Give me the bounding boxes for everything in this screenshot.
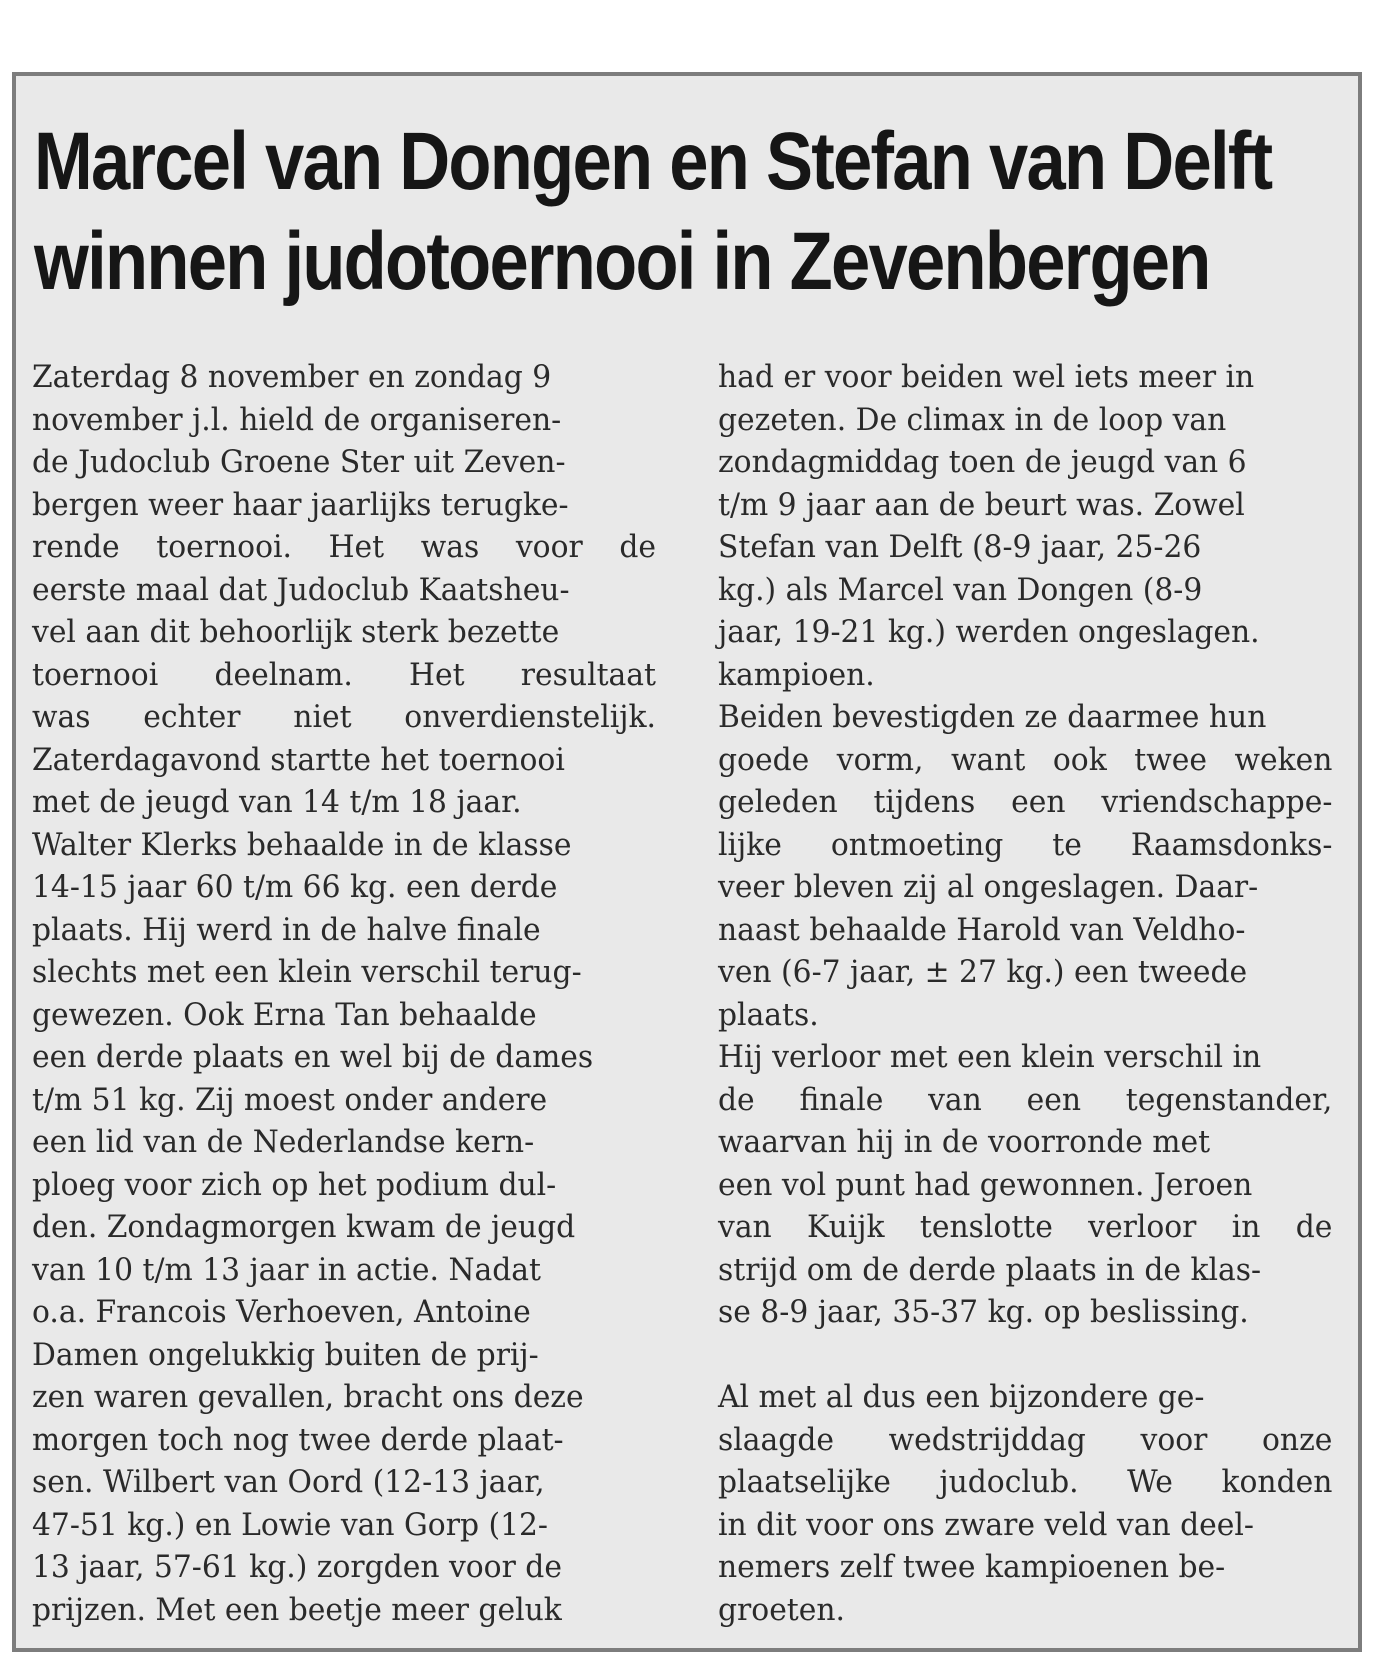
- article-line: kampioen.: [718, 656, 875, 693]
- article-line: sen. Wilbert van Oord (12-13 jaar,: [32, 1464, 545, 1500]
- article-line: zondagmiddag toen de jeugd van 6: [718, 444, 1247, 480]
- article-line: van Kuijk tenslotte verloor in de: [718, 1209, 1333, 1245]
- article-line: een lid van de Nederlandse kern-: [32, 1124, 535, 1160]
- article-line: in dit voor ons zware veld van deel-: [718, 1506, 1254, 1543]
- article-line: was echter niet onverdienstelijk.: [32, 699, 656, 735]
- article-line: de finale van een tegenstander,: [718, 1081, 1333, 1118]
- article-line: Walter Klerks behaalde in de klasse: [32, 826, 572, 863]
- headline-line-1: Marcel van Dongen en Stefan van Delft: [34, 116, 1272, 207]
- article-line: ven (6-7 jaar, ± 27 kg.) een tweede: [718, 954, 1248, 990]
- article-line: veer bleven zij al ongeslagen. Daar-: [718, 869, 1259, 905]
- article-line: de Judoclub Groene Ster uit Zeven-: [32, 444, 566, 480]
- article-line: slaagde wedstrijddag voor onze: [718, 1421, 1333, 1458]
- article-line: zen waren gevallen, bracht ons deze: [32, 1379, 584, 1415]
- article-line: een derde plaats en wel bij de dames: [32, 1039, 594, 1075]
- article-line: Stefan van Delft (8-9 jaar, 25-26: [718, 529, 1202, 565]
- article-line: lijke ontmoeting te Raamsdonks-: [718, 826, 1333, 863]
- article-line: plaats.: [718, 996, 819, 1033]
- article-line: plaats. Hij werd in de halve finale: [32, 911, 541, 948]
- article-line: een vol punt had gewonnen. Jeroen: [718, 1166, 1253, 1203]
- article-line: Al met al dus een bijzondere ge-: [718, 1379, 1205, 1415]
- article-line: t/m 51 kg. Zij moest onder andere: [32, 1081, 548, 1118]
- article-line: had er voor beiden wel iets meer in: [718, 359, 1255, 395]
- article-line: gezeten. De climax in de loop van: [718, 401, 1227, 438]
- article-line: Hij verloor met een klein verschil in: [718, 1039, 1262, 1075]
- article-line: toernooi deelnam. Het resultaat: [32, 656, 656, 693]
- article-line: prijzen. Met een beetje meer geluk: [32, 1591, 562, 1628]
- article-line: rende toernooi. Het was voor de: [32, 529, 656, 565]
- article-line: goede vorm, want ook twee weken: [718, 741, 1333, 778]
- article-line: 13 jaar, 57-61 kg.) zorgden voor de: [32, 1549, 562, 1585]
- article-line: naast behaalde Harold van Veldho-: [718, 911, 1246, 948]
- newspaper-clipping: [12, 72, 1362, 1652]
- article-line: jaar, 19-21 kg.) werden ongeslagen.: [718, 614, 1260, 650]
- article-line: groeten.: [718, 1591, 846, 1628]
- article-line: nemers zelf twee kampioenen be-: [718, 1549, 1226, 1585]
- article-column-left: [32, 356, 682, 1631]
- article-line: morgen toch nog twee derde plaat-: [32, 1421, 564, 1458]
- article-line: met de jeugd van 14 t/m 18 jaar.: [32, 784, 522, 820]
- article-line: bergen weer haar jaarlijks terugke-: [32, 486, 569, 523]
- article-line: 47-51 kg.) en Lowie van Gorp (12-: [32, 1506, 548, 1543]
- article-line: gewezen. Ook Erna Tan behaalde: [32, 996, 537, 1033]
- article-line: den. Zondagmorgen kwam de jeugd: [32, 1209, 576, 1245]
- article-line: kg.) als Marcel van Dongen (8-9: [718, 571, 1203, 608]
- article-line: van 10 t/m 13 jaar in actie. Nadat: [32, 1251, 542, 1288]
- article-line: Zaterdag 8 november en zondag 9: [32, 359, 552, 395]
- article-line: november j.l. hield de organiseren-: [32, 401, 562, 438]
- article-line: se 8-9 jaar, 35-37 kg. op beslissing.: [718, 1294, 1249, 1330]
- paragraph-gap: [718, 1334, 1358, 1377]
- article-line: Damen ongelukkig buiten de prij-: [32, 1336, 539, 1373]
- article-line: geleden tijdens een vriendschappe-: [718, 784, 1333, 820]
- headline: [34, 112, 1272, 312]
- article-line: t/m 9 jaar aan de beurt was. Zowel: [718, 486, 1245, 523]
- article-line: 14-15 jaar 60 t/m 66 kg. een derde: [32, 869, 558, 905]
- article-line: strijd om de derde plaats in de klas-: [718, 1251, 1262, 1288]
- article-line: o.a. Francois Verhoeven, Antoine: [32, 1294, 531, 1330]
- article-line: ploeg voor zich op het podium dul-: [32, 1166, 557, 1203]
- article-line: slechts met een klein verschil terug-: [32, 954, 582, 990]
- headline-line-2: winnen judotoernooi in Zevenbergen: [34, 216, 1210, 307]
- article-line: vel aan dit behoorlijk sterk bezette: [32, 614, 560, 650]
- article-line: waarvan hij in de voorronde met: [718, 1124, 1211, 1160]
- article-line: plaatselijke judoclub. We konden: [718, 1464, 1333, 1500]
- article-line: eerste maal dat Judoclub Kaatsheu-: [32, 571, 570, 608]
- article-line: Beiden bevestigden ze daarmee hun: [718, 699, 1267, 735]
- article-column-right: [718, 356, 1358, 1631]
- article-line: Zaterdagavond startte het toernooi: [32, 741, 565, 778]
